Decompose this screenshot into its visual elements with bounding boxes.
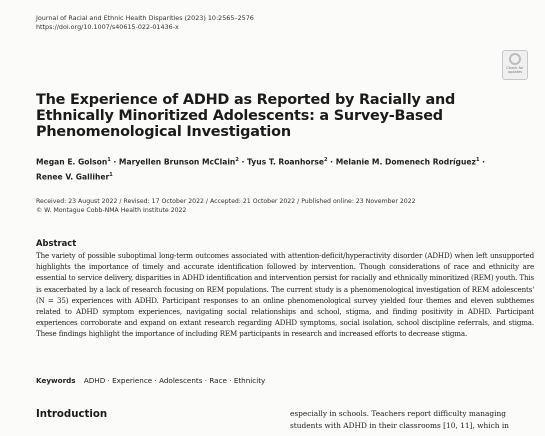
author-name[interactable]: Maryellen Brunson McClain	[118, 157, 236, 167]
affiliation-mark: 1	[107, 157, 111, 163]
keyword: ADHD	[83, 376, 106, 385]
affiliation-mark: 2	[324, 157, 328, 163]
keyword: Race	[209, 376, 227, 385]
article-title: The Experience of ADHD as Reported by Racially and Ethnically Minoritized Adolescents: a Survey-Based Phenomenological Investigation	[36, 92, 456, 140]
journal-citation: Journal of Racial and Ethnic Health Disparities (2023) 10:2565–2576	[36, 14, 254, 22]
update-icon	[509, 53, 521, 65]
keyword: Adolescents	[159, 376, 203, 385]
affiliation-mark: 2	[235, 157, 239, 163]
introduction-heading: Introduction	[36, 409, 108, 420]
journal-header	[36, 14, 254, 32]
author-name[interactable]: Melanie M. Domenech Rodríguez	[335, 157, 476, 167]
author-list: Megan E. Golson$^1$ · Maryellen Brunson McClain$^2$ · Tyus T. Roanhorse$^2$ · Melanie M. Domenech Rodríguez$^1$ · Renee V. Galliher$^1$	[36, 157, 485, 182]
copyright-line: © W. Montague Cobb-NMA Health Institute 2022	[36, 207, 187, 214]
intro-line: students with ADHD in their classrooms [10, 11], which in	[290, 421, 509, 430]
keywords-label: Keywords	[36, 376, 76, 385]
author-name[interactable]: Renee V. Galliher	[36, 172, 110, 182]
badge-label: Check for updates	[506, 66, 524, 74]
abstract-text: The variety of possible suboptimal long-term outcomes associated with attention-deficit/hyperactivity disorder (ADHD) when left unsupported highlights the importance of timely and accurate identification followed by intervention. Though considerations of race and ethnicity are essential to service delivery, disparities in ADHD identification and intervention persist for racially and ethnically minoritized (REM) youth. This is exacerbated by a lack of research focusing on REM populations. The current study is a phenomenological investigation of REM adolescents' (N = 35) experiences with ADHD. Participant responses to an online phenomenological survey yielded four themes and eleven subthemes related to ADHD symptom experiences, navigating social relationships and school, stigma, and finding positivity in ADHD. Participant experiences corroborate and expand on extant research regarding ADHD symptoms, social isolation, school discipline referrals, and stigma. These findings highlight the importance of including REM participants in research and increased efforts to decrease stigma.	[36, 251, 534, 339]
introduction-text	[290, 408, 538, 432]
keywords-row: Keywords ADHD · Experience · Adolescents · Race · Ethnicity	[36, 376, 266, 385]
doi-link[interactable]: https://doi.org/10.1007/s40615-022-01436-x	[36, 23, 179, 31]
keyword: Ethnicity	[233, 376, 266, 385]
affiliation-mark: 1	[475, 157, 480, 163]
abstract-heading: Abstract	[36, 238, 77, 248]
author-name[interactable]: Megan E. Golson	[36, 157, 108, 167]
intro-line: especially in schools. Teachers report difficulty managing	[290, 409, 507, 418]
keyword: Experience	[112, 376, 153, 385]
publication-dates	[36, 197, 516, 215]
affiliation-mark: 1	[109, 171, 113, 178]
author-name[interactable]: Tyus T. Roanhorse	[247, 157, 325, 167]
check-for-updates-badge[interactable]	[502, 50, 528, 80]
dates-line: Received: 23 August 2022 / Revised: 17 October 2022 / Accepted: 21 October 2022 / Published online: 23 November 2022	[36, 198, 416, 205]
